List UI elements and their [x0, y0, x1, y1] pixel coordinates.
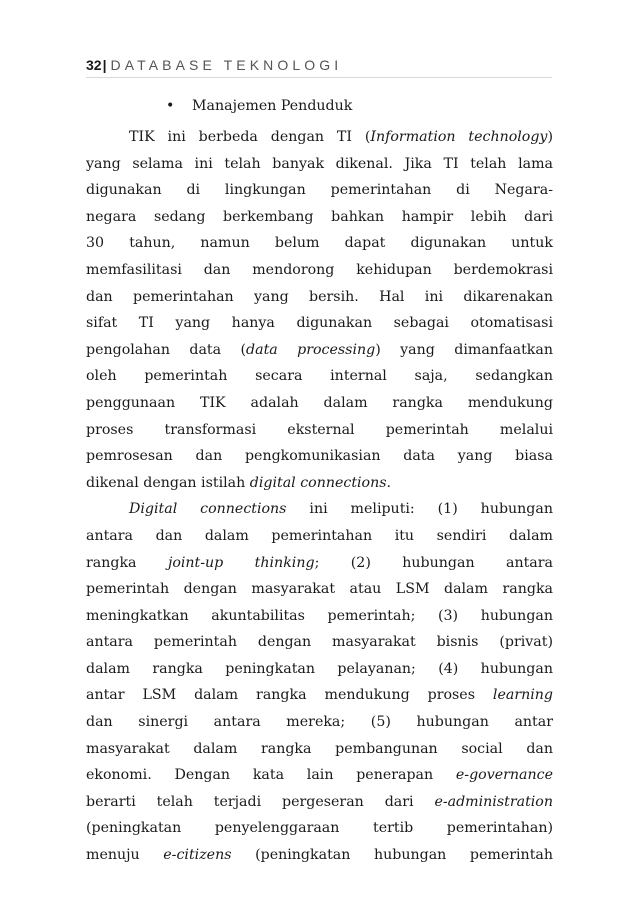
text-line: dan pemerintahan yang bersih. Hal ini dikarenakan: [86, 288, 553, 305]
text-line: 30 tahun, namun belum dapat digunakan untuk: [86, 235, 553, 252]
italic-term: e-administration: [434, 793, 553, 810]
italic-term: e-citizens: [163, 847, 232, 864]
bullet-text: Manajemen Penduduk: [192, 98, 353, 114]
bullet-icon: •: [166, 98, 175, 114]
text-line: antara pemerintah dengan masyarakat bisnis (privat): [86, 634, 553, 651]
text-line: rangka joint-up thinking; (2) hubungan antara: [86, 554, 553, 571]
text-line: negara sedang berkembang bahkan hampir lebih dari: [86, 208, 553, 225]
italic-term: data processing: [246, 341, 376, 358]
text-line: digunakan di lingkungan pemerintahan di Negara-: [86, 182, 553, 199]
text-line: yang selama ini telah banyak dikenal. Jika TI telah lama: [86, 155, 553, 172]
italic-term: joint-up thinking: [167, 554, 315, 571]
text-line: pemerintah dengan masyarakat atau LSM dalam rangka: [86, 581, 553, 598]
text-line: sifat TI yang hanya digunakan sebagai otomatisasi: [86, 315, 553, 332]
text-line: menuju e-citizens (peningkatan hubungan pemerintah: [86, 847, 553, 864]
text-line: pengolahan data (data processing) yang dimanfaatkan: [86, 341, 553, 358]
italic-term: digital connections: [249, 474, 387, 491]
italic-term: Digital connections: [129, 501, 287, 518]
text-line: meningkatkan akuntabilitas pemerintah; (3) hubungan: [86, 607, 553, 624]
text-line: masyarakat dalam rangka pembangunan social dan: [86, 740, 553, 757]
body-text: [86, 124, 553, 869]
text-line: antara dan dalam pemerintahan itu sendiri dalam: [86, 527, 553, 544]
text-line: proses transformasi eksternal pemerintah melalui: [86, 421, 553, 438]
text-line: pemrosesan dan pengkomunikasian data yang biasa: [86, 448, 553, 465]
bullet-item: [166, 95, 352, 117]
italic-term: learning: [492, 687, 553, 704]
text-line: ekonomi. Dengan kata lain penerapan e-governance: [86, 767, 553, 784]
italic-term: Information technology: [370, 129, 548, 145]
running-title: DATABASE TEKNOLOGI: [110, 57, 343, 73]
text-line: (peningkatan penyelenggaraan tertib pemerintahan): [86, 820, 553, 837]
page-number: 32: [86, 57, 102, 73]
text-line: Digital connections ini meliputi: (1) hubungan: [129, 501, 553, 518]
text-line: berarti telah terjadi pergeseran dari e-administration: [86, 793, 553, 810]
text-line: antar LSM dalam rangka mendukung proses learning: [86, 687, 553, 704]
paragraph: [86, 124, 553, 496]
text-line: penggunaan TIK adalah dalam rangka mendukung: [86, 394, 553, 411]
text-line: TIK ini berbeda dengan TI (Information technology): [129, 129, 553, 145]
header-separator: |: [102, 57, 107, 73]
italic-term: e-governance: [455, 767, 553, 784]
page-header: [86, 56, 552, 78]
text-line: dalam rangka peningkatan pelayanan; (4) hubungan: [86, 660, 553, 677]
text-line: memfasilitasi dan mendorong kehidupan berdemokrasi: [86, 261, 553, 278]
text-line: oleh pemerintah secara internal saja, sedangkan: [86, 368, 553, 385]
text-line: dikenal dengan istilah digital connections.: [86, 474, 392, 491]
paragraph: [86, 496, 553, 868]
text-line: dan sinergi antara mereka; (5) hubungan antar: [86, 714, 553, 731]
